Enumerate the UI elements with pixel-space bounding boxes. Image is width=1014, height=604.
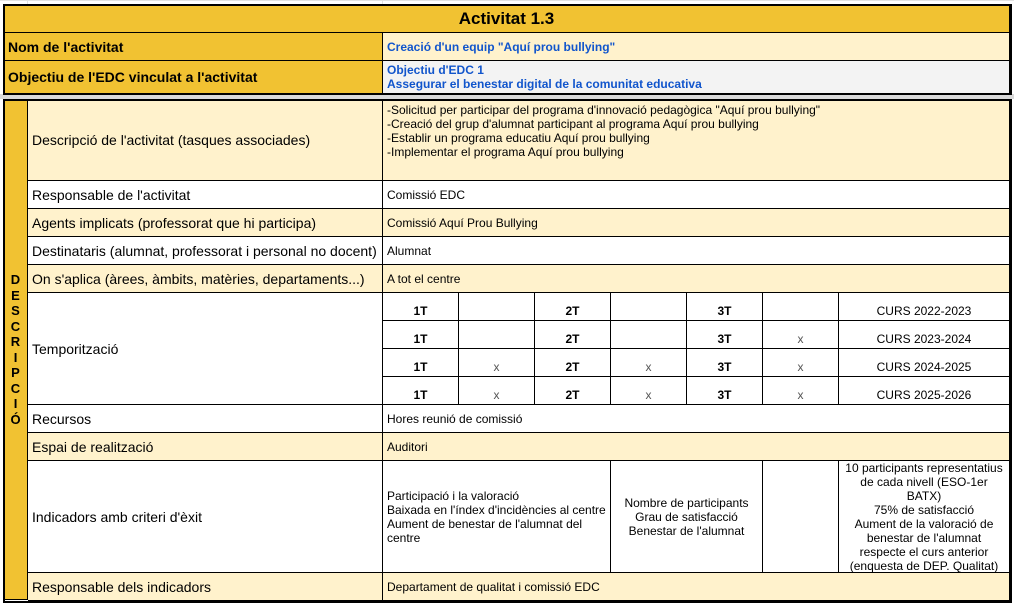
- curs-label: CURS 2023-2024: [839, 321, 1010, 349]
- indicadors-empty-cell[interactable]: [763, 461, 839, 573]
- trimester-label: 3T: [687, 293, 763, 321]
- temporitzacio-label: Temporització: [28, 293, 383, 405]
- espai-label: Espai de realització: [28, 433, 383, 461]
- trimester-label: 2T: [535, 349, 611, 377]
- trimester-label: 1T: [383, 349, 459, 377]
- indicadors-criteria[interactable]: [383, 461, 611, 573]
- side-letter: E: [11, 287, 20, 303]
- trimester-mark-cell[interactable]: x: [763, 321, 839, 349]
- side-letter: C: [10, 318, 21, 334]
- side-letter: I: [13, 396, 18, 411]
- criteria-line: Baixada en l'índex d'incidències al centre: [387, 502, 606, 517]
- side-letter: R: [10, 334, 21, 349]
- trimester-label: 3T: [687, 349, 763, 377]
- activity-title: Activitat 1.3: [4, 5, 1010, 33]
- task-line: -Solicitud per participar del programa d'innovació pedagògica "Aquí prou bullying": [387, 103, 821, 117]
- trimester-label: 1T: [383, 293, 459, 321]
- side-letter: P: [11, 365, 20, 380]
- side-letter: C: [10, 380, 21, 396]
- resp-indicadors-label: Responsable dels indicadors: [28, 573, 383, 601]
- descripcio-value[interactable]: [383, 100, 1010, 181]
- trimester-label: 1T: [383, 321, 459, 349]
- target-line: 10 participants representatius de cada nivell (ESO-1er BATX): [845, 461, 1003, 503]
- trimester-mark-cell[interactable]: x: [459, 377, 535, 405]
- on-value[interactable]: A tot el centre: [383, 265, 1010, 293]
- on-label: On s'aplica (àrees, àmbits, matèries, departaments...): [28, 265, 383, 293]
- trimester-label: 2T: [535, 293, 611, 321]
- indicadors-label: Indicadors amb criteri d'èxit: [28, 461, 383, 573]
- criteria-line: Participació i la valoració: [387, 488, 520, 503]
- side-letter: I: [13, 349, 18, 365]
- measure-line: Benestar de l'alumnat: [628, 523, 745, 538]
- trimester-label: 2T: [535, 321, 611, 349]
- trimester-mark-cell[interactable]: [611, 321, 687, 349]
- trimester-label: 1T: [383, 377, 459, 405]
- objectiu-line1: Objectiu d'EDC 1: [387, 63, 484, 77]
- destinataris-value[interactable]: Alumnat: [383, 237, 1010, 265]
- destinataris-label: Destinataris (alumnat, professorat i personal no docent): [28, 237, 383, 265]
- curs-label: CURS 2022-2023: [839, 293, 1010, 321]
- trimester-mark-cell[interactable]: [459, 321, 535, 349]
- side-letter: D: [10, 272, 21, 287]
- side-letter: S: [11, 303, 20, 318]
- resp-indicadors-value[interactable]: Departament de qualitat i comissió EDC: [383, 573, 1010, 601]
- trimester-label: 3T: [687, 377, 763, 405]
- agents-label: Agents implicats (professorat que hi participa): [28, 209, 383, 237]
- task-line: -Implementar el programa Aquí prou bullying: [387, 145, 624, 159]
- trimester-mark-cell[interactable]: x: [611, 377, 687, 405]
- descripcio-label: Descripció de l'activitat (tasques associades): [28, 100, 383, 181]
- side-letter: Ó: [10, 411, 21, 427]
- trimester-mark-cell[interactable]: x: [611, 349, 687, 377]
- trimester-mark-cell[interactable]: x: [459, 349, 535, 377]
- agents-value[interactable]: Comissió Aquí Prou Bullying: [383, 209, 1010, 237]
- descripcio-side-label: [4, 100, 28, 600]
- target-line: Aument de la valoració de benestar de l'alumnat respecte el curs anterior (enquesta de DEP. Qualitat): [849, 517, 999, 573]
- nom-value[interactable]: Creació d'un equip "Aquí prou bullying": [383, 33, 1010, 61]
- task-line: -Establir un programa educatiu Aquí prou bullying: [387, 131, 650, 145]
- responsable-label: Responsable de l'activitat: [28, 181, 383, 209]
- objectiu-value[interactable]: [383, 61, 1010, 94]
- trimester-mark-cell[interactable]: x: [763, 377, 839, 405]
- trimester-label: 3T: [687, 321, 763, 349]
- recursos-value[interactable]: Hores reunió de comissió: [383, 405, 1010, 433]
- curs-label: CURS 2025-2026: [839, 377, 1010, 405]
- responsable-value[interactable]: Comissió EDC: [383, 181, 1010, 209]
- indicadors-targets[interactable]: [839, 461, 1010, 573]
- trimester-mark-cell[interactable]: x: [763, 349, 839, 377]
- measure-line: Nombre de participants: [624, 495, 749, 510]
- trimester-mark-cell[interactable]: [459, 293, 535, 321]
- recursos-label: Recursos: [28, 405, 383, 433]
- curs-label: CURS 2024-2025: [839, 349, 1010, 377]
- trimester-label: 2T: [535, 377, 611, 405]
- trimester-mark-cell[interactable]: [763, 293, 839, 321]
- nom-label: Nom de l'activitat: [4, 33, 383, 61]
- objectiu-label: Objectiu de l'EDC vinculat a l'activitat: [4, 61, 383, 94]
- objectiu-line2: Assegurar el benestar digital de la comunitat educativa: [387, 77, 702, 91]
- task-line: -Creació del grup d'alumnat participant al programa Aquí prou bullying: [387, 117, 759, 131]
- espai-value[interactable]: Auditori: [383, 433, 1010, 461]
- target-line: 75% de satisfacció: [873, 503, 975, 517]
- measure-line: Grau de satisfacció: [635, 509, 738, 524]
- trimester-mark-cell[interactable]: [611, 293, 687, 321]
- criteria-line: Aument de benestar de l'alumnat del centre: [387, 516, 583, 545]
- indicadors-measures[interactable]: [611, 461, 763, 573]
